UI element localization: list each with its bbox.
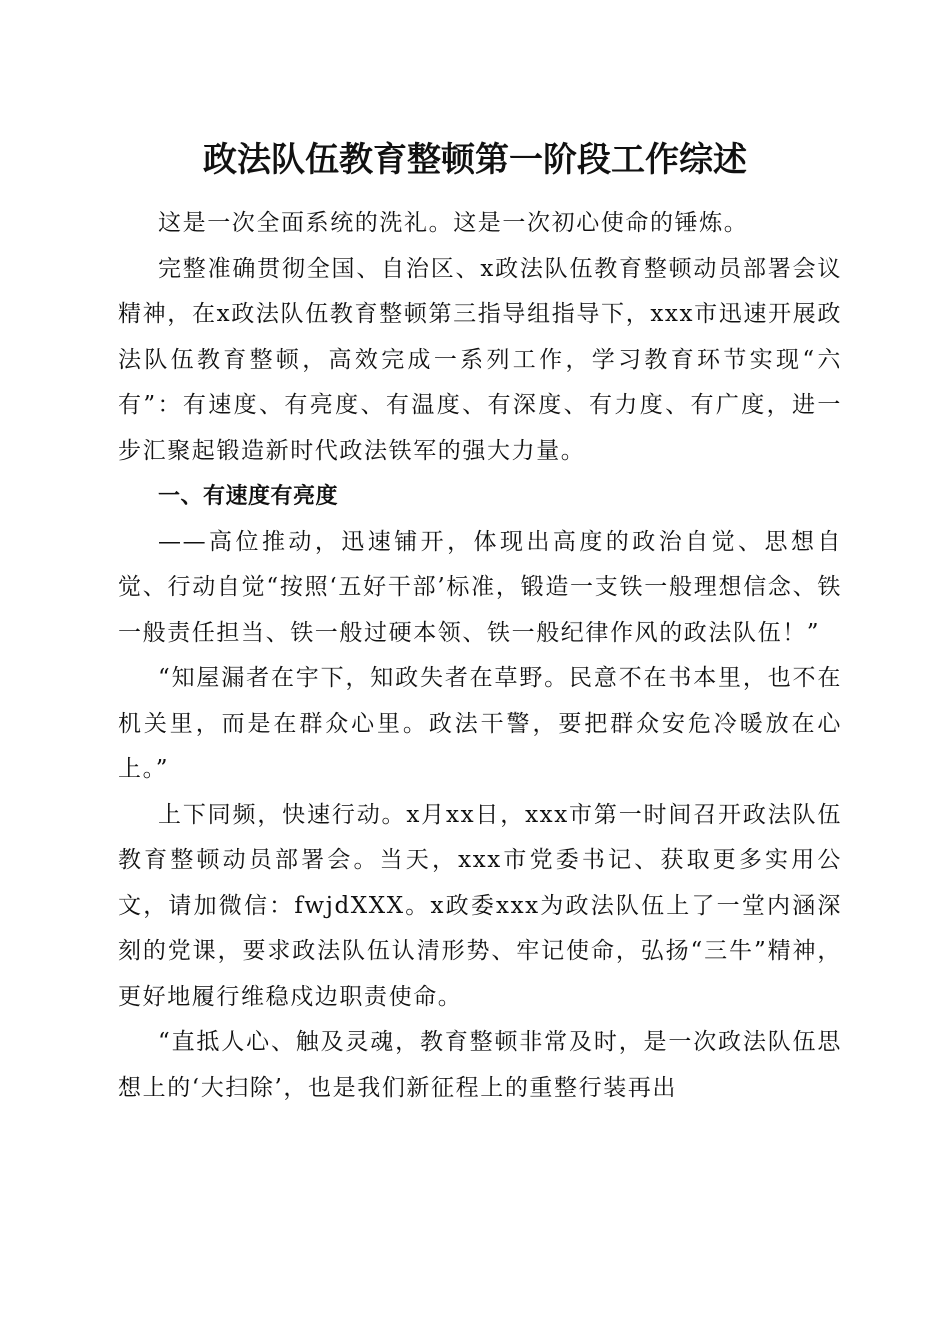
paragraph-section1-d: “直抵人心、触及灵魂，教育整顿非常及时，是一次政法队伍思想上的‘大扫除’，也是我们新征程上的重整行装再出 [118,1029,842,1101]
paragraph-section1-c: 上下同频，快速行动。x月xx日，xxx市第一时间召开政法队伍教育整顿动员部署会。当天，xxx市党委书记、获取更多实用公文，请加微信：fwjdXXX。x政委xxx为政法队伍上了一堂内涵深刻的党课，要求政法队伍认清形势、牢记使命，弘扬“三牛”精神，更好地履行维稳戍边职责使命。 [118,801,842,1010]
paragraph-intro: 这是一次全面系统的洗礼。这是一次初心使命的锤炼。 [158,210,749,236]
paragraph-section1-a: ——高位推动，迅速铺开，体现出高度的政治自觉、思想自觉、行动自觉“按照‘五好干部’标准，锻造一支铁一般理想信念、铁一般责任担当、铁一般过硬本领、铁一般纪律作风的政法队伍！” [118,528,842,646]
paragraph-overview: 完整准确贯彻全国、自治区、x政法队伍教育整顿动员部署会议精神，在x政法队伍教育整顿第三指导组指导下，xxx市迅速开展政法队伍教育整顿，高效完成一系列工作，学习教育环节实现“六有”：有速度、有亮度、有温度、有深度、有力度、有广度，进一步汇聚起锻造新时代政法铁军的强大力量。 [118,255,842,464]
document-body [118,201,842,1111]
document-title: 政法队伍教育整顿第一阶段工作综述 [203,140,747,180]
paragraph-section1-b: “知屋漏者在宇下，知政失者在草野。民意不在书本里，也不在机关里，而是在群众心里。政法干警，要把群众安危冷暖放在心上。” [118,665,842,782]
section-heading-1: 一、有速度有亮度 [158,484,339,509]
